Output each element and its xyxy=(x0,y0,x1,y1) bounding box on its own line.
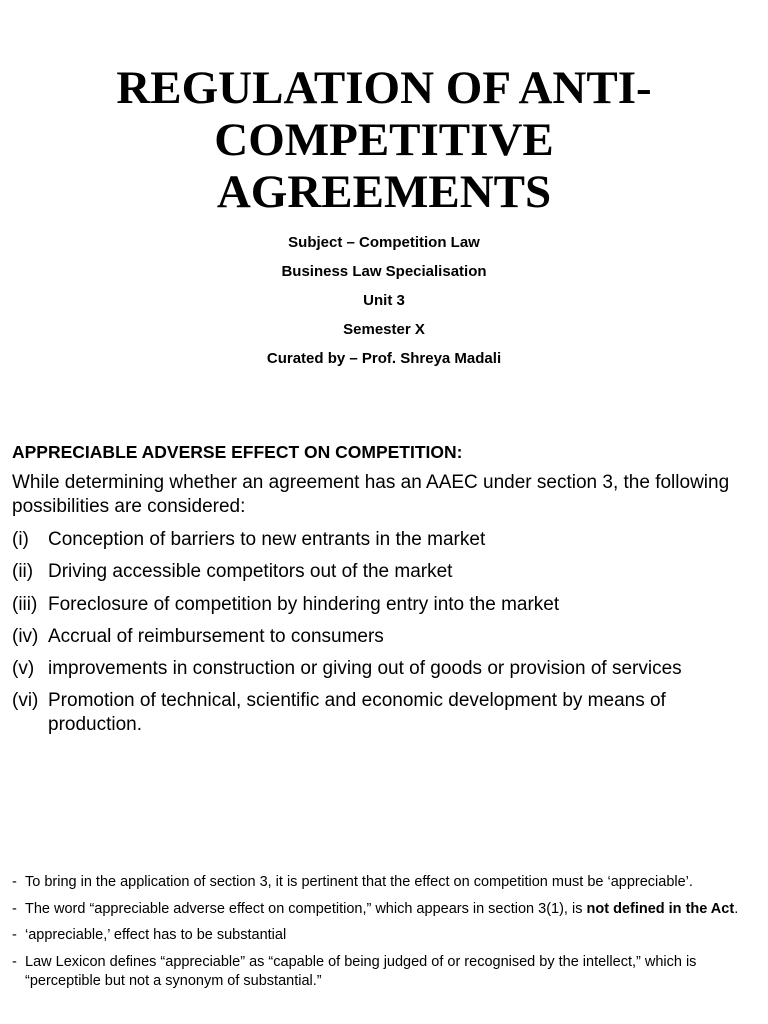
list-item-text: Accrual of reimbursement to consumers xyxy=(48,625,384,647)
note-text: Law Lexicon defines “appreciable” as “capable of being judged of or recognised by the intellect,” which is “perceptible but not a synonym of substantial.” xyxy=(25,953,697,989)
dash-bullet-icon: - xyxy=(12,900,17,917)
list-item xyxy=(12,625,757,649)
semester-line: Semester X xyxy=(343,321,425,338)
list-item-text: improvements in construction or giving out of goods or provision of services xyxy=(48,658,682,680)
curator-line: Curated by – Prof. Shreya Madali xyxy=(266,350,502,367)
slide-title-line-3: AGREEMENTS xyxy=(216,166,552,218)
slide-title-line-2: COMPETITIVE xyxy=(214,114,554,166)
list-item xyxy=(12,689,757,737)
note-text: ‘appreciable,’ effect has to be substantial xyxy=(25,927,287,943)
subject-line: Subject – Competition Law xyxy=(288,234,480,251)
dash-bullet-icon: - xyxy=(12,874,17,890)
dash-bullet-icon: - xyxy=(12,953,17,970)
list-item-text: Driving accessible competitors out of the market xyxy=(48,561,453,583)
list-item-text: Conception of barriers to new entrants in the market xyxy=(48,529,486,550)
list-item-number: (iii) xyxy=(12,593,38,615)
aaec-factor-list xyxy=(12,528,757,746)
list-item xyxy=(12,953,747,992)
dash-bullet-icon: - xyxy=(12,927,17,943)
list-item xyxy=(12,560,757,584)
note-text: To bring in the application of section 3, it is pertinent that the effect on competition must be ‘appreciable’. xyxy=(25,874,693,890)
list-item-number: (iv) xyxy=(12,625,39,647)
appreciable-notes-slide xyxy=(0,860,768,1024)
list-item-number: (i) xyxy=(12,529,29,550)
unit-line: Unit 3 xyxy=(363,292,405,309)
list-item-number: (ii) xyxy=(12,561,34,583)
note-text-end: . xyxy=(734,900,739,917)
list-item xyxy=(12,528,757,552)
list-item xyxy=(12,926,747,946)
notes-bullet-list xyxy=(12,873,747,999)
note-text-start: The word “appreciable adverse effect on competition,” which appears in section 3(1), is xyxy=(25,900,587,917)
list-item-text: Foreclosure of competition by hindering entry into the market xyxy=(48,593,560,615)
specialisation-line: Business Law Specialisation xyxy=(281,263,487,280)
list-item xyxy=(12,900,747,920)
slide-subtitle-block xyxy=(0,228,768,373)
list-item-number: (v) xyxy=(12,658,35,680)
aaec-slide xyxy=(0,430,768,830)
note-text-emphasis: not defined in the Act xyxy=(586,900,735,917)
title-slide xyxy=(0,0,768,400)
list-item xyxy=(12,593,757,617)
list-item-number: (vi) xyxy=(12,690,39,712)
aaec-intro: While determining whether an agreement has an AAEC under section 3, the following possibilities are considered: xyxy=(12,472,730,517)
list-item-text: Promotion of technical, scientific and economic development by means of production. xyxy=(48,690,666,736)
list-item xyxy=(12,657,757,681)
slide-title xyxy=(0,62,768,218)
list-item xyxy=(12,873,747,893)
slide-title-line-1: REGULATION OF ANTI- xyxy=(116,62,652,114)
aaec-heading: APPRECIABLE ADVERSE EFFECT ON COMPETITION: xyxy=(12,442,463,462)
